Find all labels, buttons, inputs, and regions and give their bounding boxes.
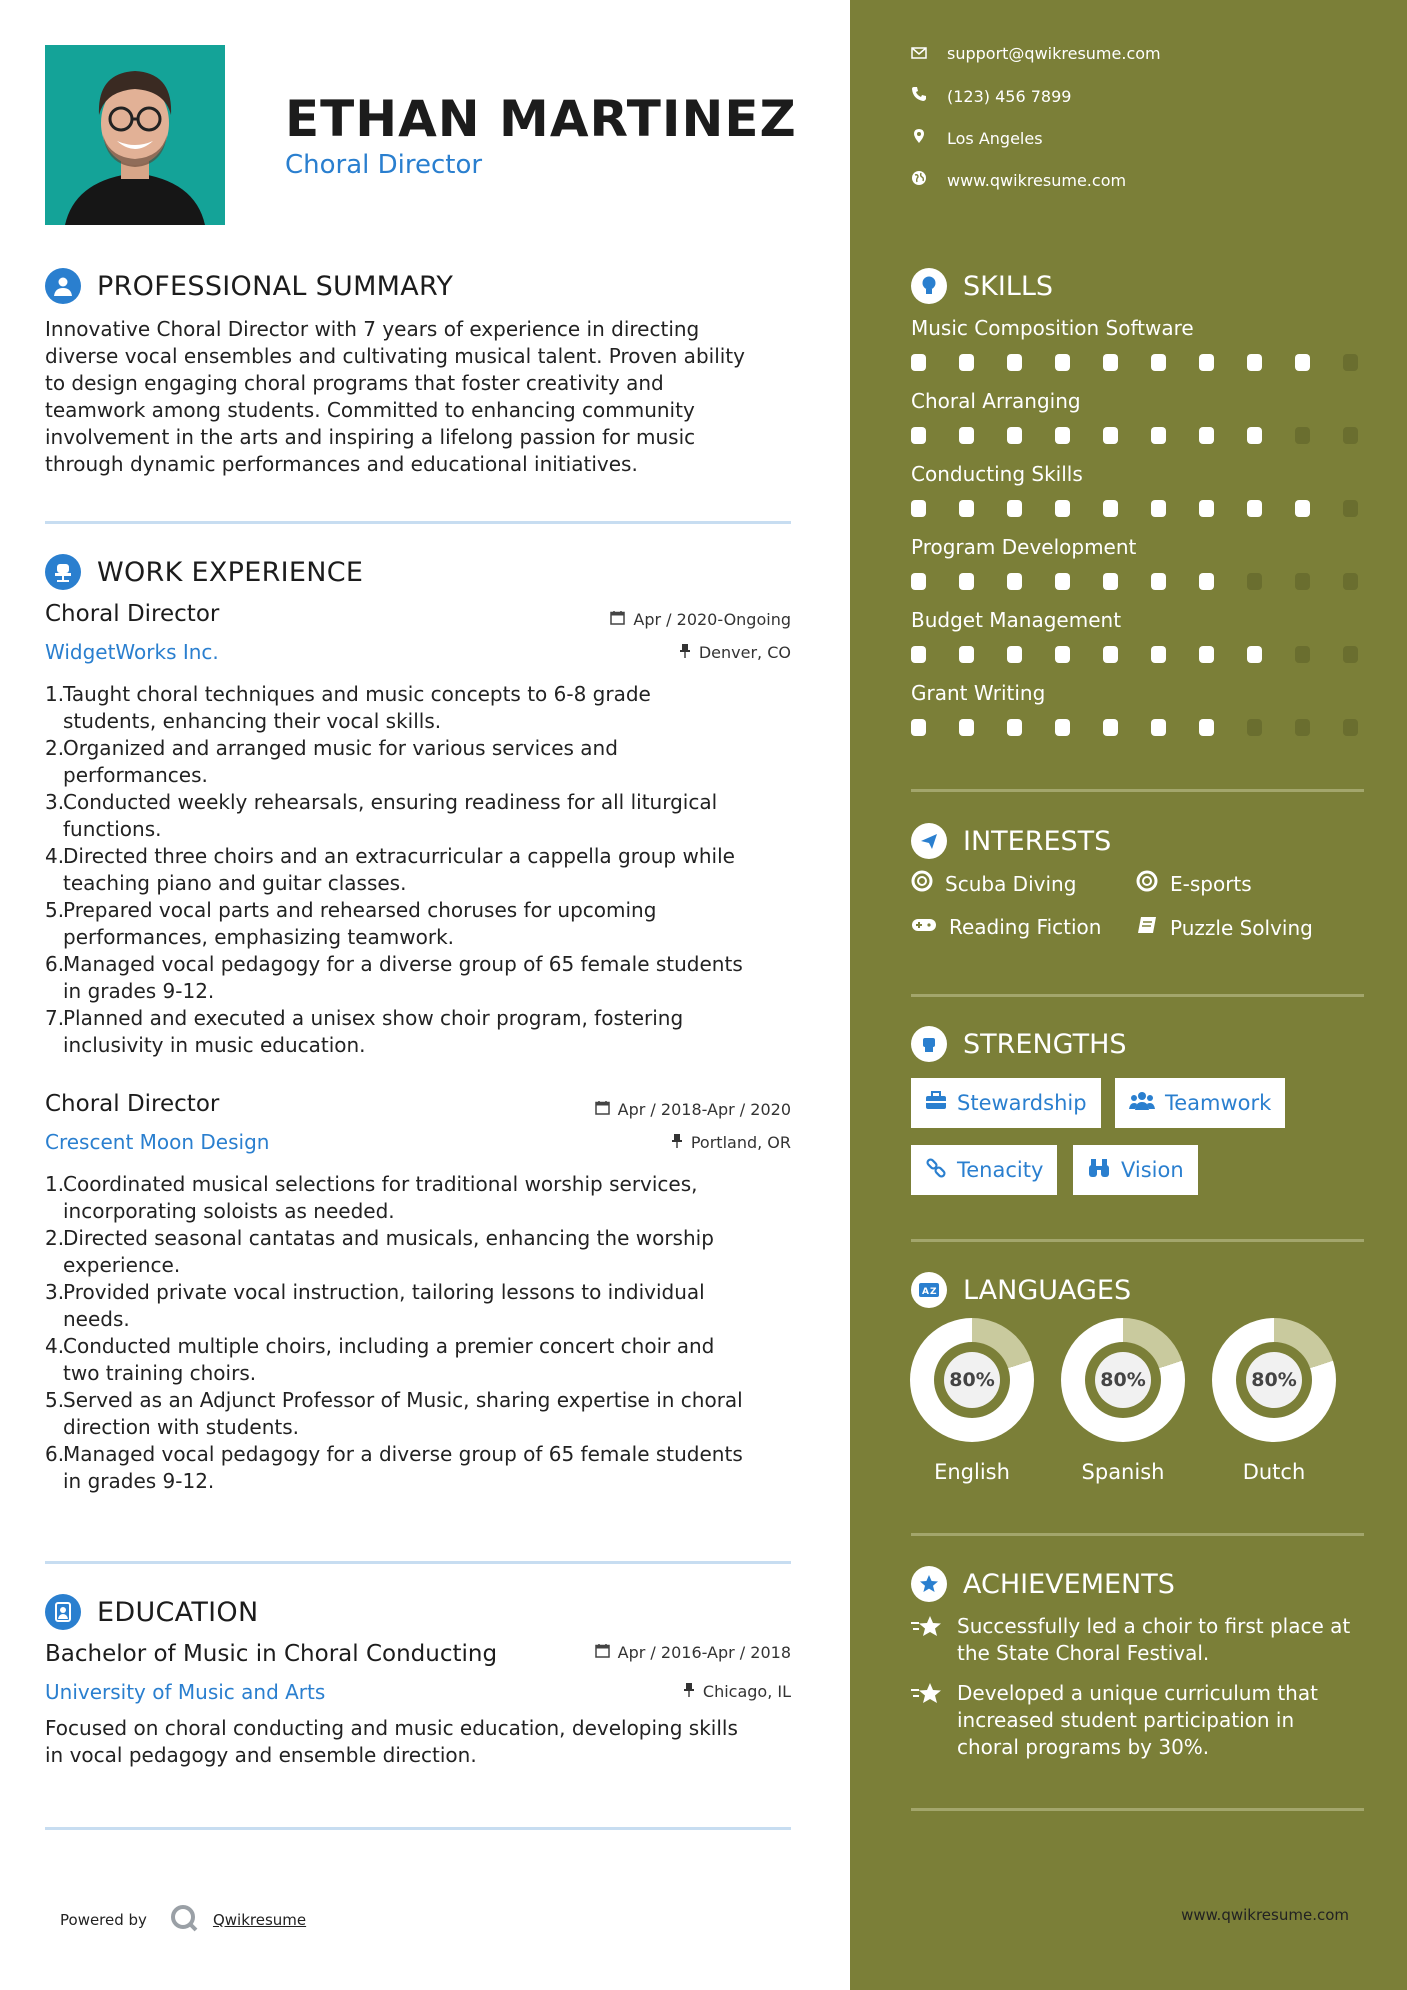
job-location [679,643,791,662]
calendar-icon [595,1643,610,1662]
item-line: Directed three choirs and an extracurricular a cappella group while [63,844,735,868]
skill-row [911,608,1361,681]
rating-dot-filled [1199,646,1214,663]
location-text: Los Angeles [947,128,1043,148]
rating-dot-filled [1247,427,1262,444]
rating-dot-filled [1103,719,1118,736]
contact-website [911,170,1126,190]
calendar-icon [595,1100,610,1119]
achievements-title: ACHIEVEMENTS [963,1568,1175,1600]
item-line: teaching piano and guitar classes. [63,871,407,895]
language-item [910,1318,1034,1484]
list-item [45,1279,815,1333]
item-line: Managed vocal pedagogy for a diverse group of 65 female students [63,952,743,976]
job-location [671,1133,791,1152]
progress-ring [1061,1318,1185,1442]
rating-dot-filled [1103,500,1118,517]
strength-badge [1073,1145,1198,1195]
education-dates-text: Apr / 2016-Apr / 2018 [617,1643,791,1662]
item-line: incorporating soloists as needed. [63,1199,395,1223]
job-dates-text: Apr / 2020-Ongoing [633,610,791,629]
language-percent: 80% [1095,1352,1151,1408]
work-title: WORK EXPERIENCE [97,556,364,588]
strength-label: Vision [1121,1158,1184,1182]
list-item [45,1441,815,1495]
achievement-line: Developed a unique curriculum that [957,1681,1318,1705]
rating-dot-empty [1295,719,1310,736]
interest-label: Scuba Diving [945,871,1077,896]
strength-badge [911,1145,1057,1195]
languages-heading [911,1272,1131,1308]
divider [911,994,1364,997]
list-item [45,1225,815,1279]
rating-dot-filled [1151,719,1166,736]
item-line: performances. [63,763,208,787]
phone-text: (123) 456 7899 [947,86,1072,106]
rating-dot-filled [1151,573,1166,590]
strengths-heading [911,1026,1127,1062]
rating-dot-filled [959,646,974,663]
star-badge-icon [911,1566,947,1602]
rating-dot-filled [1007,500,1022,517]
education-heading [45,1594,258,1630]
item-line: students, enhancing their vocal skills. [63,709,442,733]
job-duties [45,1171,815,1495]
achievement-item [911,1613,1371,1667]
star-icon [911,1615,943,1667]
language-icon [911,1272,947,1308]
rating-dot-filled [1007,354,1022,371]
contact-email [911,44,1161,63]
rating-dot-filled [911,354,926,371]
rating-dot-filled [1247,354,1262,371]
interest-item [1136,870,1252,897]
rating-dot-filled [1151,427,1166,444]
item-line: Taught choral techniques and music concepts to 6-8 grade [63,682,651,706]
item-line: inclusivity in music education. [63,1033,366,1057]
list-item [45,951,815,1005]
item-number: 4. [45,1334,65,1358]
briefcase-icon [925,1091,947,1116]
summary-line: teamwork among students. Committed to enhancing community [45,398,695,422]
achievement-line: the State Choral Festival. [957,1641,1210,1665]
job-company: WidgetWorks Inc. [45,640,219,664]
rating-dot-filled [1199,573,1214,590]
item-number: 3. [45,790,65,814]
skill-rating [911,354,1361,371]
work-heading [45,554,363,590]
achievement-line: choral programs by 30%. [957,1735,1210,1759]
list-item [45,681,815,735]
rating-dot-filled [1007,573,1022,590]
rating-dot-filled [1247,500,1262,517]
rating-dot-filled [1151,500,1166,517]
achievement-line: Successfully led a choir to first place at [957,1614,1351,1638]
interests-title: INTERESTS [963,825,1112,857]
rating-dot-empty [1343,500,1358,517]
skill-name: Music Composition Software [911,316,1194,340]
list-item [45,1005,815,1059]
item-line: Organized and arranged music for various services and [63,736,618,760]
svg-text:Z: Z [930,1287,937,1297]
divider [911,1239,1364,1242]
brand-link[interactable]: Qwikresume [212,1911,307,1929]
qwikresume-logo-icon [169,1903,199,1937]
pin-icon [683,1682,695,1701]
job-location-text: Denver, CO [698,643,791,662]
globe-icon [911,170,927,190]
item-number: 2. [45,1226,65,1250]
ring-inner [934,1342,1010,1418]
item-number: 6. [45,952,65,976]
rating-dot-filled [911,573,926,590]
summary-title: PROFESSIONAL SUMMARY [97,270,454,302]
item-number: 6. [45,1442,65,1466]
language-item [1061,1318,1185,1484]
rating-dot-empty [1295,427,1310,444]
ring-inner [1085,1342,1161,1418]
skill-rating [911,719,1361,736]
candidate-role: Choral Director [285,150,483,180]
rating-dot-filled [1007,646,1022,663]
interest-label: Puzzle Solving [1170,915,1313,940]
rating-dot-filled [1007,427,1022,444]
item-line: Prepared vocal parts and rehearsed choruses for upcoming [63,898,657,922]
phone-icon [911,86,927,106]
item-line: performances, emphasizing teamwork. [63,925,455,949]
list-item [45,1333,815,1387]
item-number: 5. [45,898,65,922]
divider [911,789,1364,792]
skill-row [911,316,1361,389]
rating-dot-filled [1295,500,1310,517]
pin-icon [679,643,691,662]
rating-dot-filled [1055,573,1070,590]
skill-rating [911,646,1361,663]
strength-badge [1115,1078,1285,1128]
skill-rating [911,573,1361,590]
life-ring-icon [1136,870,1158,897]
education-location-text: Chicago, IL [702,1682,791,1701]
item-number: 4. [45,844,65,868]
strengths-title: STRENGTHS [963,1028,1127,1060]
rating-dot-empty [1247,573,1262,590]
rating-dot-empty [1343,354,1358,371]
powered-by-text: Powered by [60,1911,147,1929]
rating-dot-filled [1055,500,1070,517]
item-line: Conducted multiple choirs, including a premier concert choir and [63,1334,715,1358]
summary-line: diverse vocal ensembles and cultivating musical talent. Proven ability [45,344,745,368]
item-line: in grades 9-12. [63,979,215,1003]
skill-name: Grant Writing [911,681,1046,705]
item-line: experience. [63,1253,181,1277]
rating-dot-filled [1151,354,1166,371]
job-dates [610,610,791,629]
list-item [45,1387,815,1441]
skill-row [911,535,1361,608]
education-location [683,1682,791,1701]
list-item [45,897,815,951]
interest-item [911,870,1076,897]
rating-dot-filled [1103,573,1118,590]
item-number: 1. [45,682,65,706]
candidate-name: ETHAN MARTINEZ [285,90,797,148]
education-line: Focused on choral conducting and music education, developing skills [45,1716,738,1740]
rating-dot-filled [911,500,926,517]
skill-rating [911,500,1361,517]
item-line: Coordinated musical selections for traditional worship services, [63,1172,698,1196]
graduate-icon [45,1594,81,1630]
skill-row [911,681,1361,754]
job-dates-text: Apr / 2018-Apr / 2020 [617,1100,791,1119]
rating-dot-filled [1199,354,1214,371]
list-item [45,735,815,789]
list-item [45,843,815,897]
svg-text:A: A [922,1287,929,1297]
fist-icon [911,1026,947,1062]
skills-heading [911,268,1053,304]
rating-dot-empty [1343,427,1358,444]
job-title: Choral Director [45,601,220,627]
gamepad-icon [911,915,937,939]
rating-dot-filled [959,573,974,590]
progress-ring [1212,1318,1336,1442]
strength-label: Teamwork [1165,1091,1272,1115]
item-line: functions. [63,817,162,841]
footer-website[interactable]: www.qwikresume.com [1181,1906,1349,1924]
user-icon [45,268,81,304]
item-number: 1. [45,1172,65,1196]
rating-dot-filled [1103,646,1118,663]
item-line: Directed seasonal cantatas and musicals, enhancing the worship [63,1226,714,1250]
item-number: 3. [45,1280,65,1304]
skill-row [911,462,1361,535]
sidebar [850,0,1407,1990]
lightbulb-icon [911,268,947,304]
job-title: Choral Director [45,1091,220,1117]
rating-dot-filled [1151,646,1166,663]
skill-name: Budget Management [911,608,1122,632]
star-icon [911,1682,943,1761]
paper-plane-icon [911,823,947,859]
rating-dot-filled [1247,646,1262,663]
strength-badge [911,1078,1101,1128]
rating-dot-filled [1007,719,1022,736]
divider [45,1827,791,1830]
rating-dot-filled [959,500,974,517]
list-item [45,1171,815,1225]
email-text[interactable]: support@qwikresume.com [947,44,1161,63]
rating-dot-filled [1295,354,1310,371]
interest-label: E-sports [1170,871,1252,896]
users-icon [1129,1091,1155,1116]
education-title: EDUCATION [97,1596,259,1628]
achievement-line: increased student participation in [957,1708,1295,1732]
education-dates [595,1643,791,1662]
contact-location [911,128,1043,148]
rating-dot-filled [1055,427,1070,444]
avatar [45,45,225,225]
item-number: 2. [45,736,65,760]
map-marker-icon [911,128,927,148]
rating-dot-filled [1103,427,1118,444]
skill-name: Program Development [911,535,1137,559]
language-percent: 80% [1246,1352,1302,1408]
item-number: 5. [45,1388,65,1412]
degree: Bachelor of Music in Choral Conducting [45,1641,498,1667]
item-line: Provided private vocal instruction, tailoring lessons to individual [63,1280,705,1304]
skills-list [911,316,1361,754]
achievement-item [911,1680,1371,1761]
rating-dot-filled [1199,500,1214,517]
divider [911,1808,1364,1811]
skill-name: Choral Arranging [911,389,1081,413]
interests-heading [911,823,1111,859]
language-name: English [934,1460,1010,1484]
language-item [1212,1318,1336,1484]
rating-dot-filled [911,427,926,444]
skill-row [911,389,1361,462]
divider [45,1561,791,1564]
job-dates [595,1100,791,1119]
pin-icon [671,1133,683,1152]
divider [45,521,791,524]
rating-dot-empty [1343,573,1358,590]
item-line: Managed vocal pedagogy for a diverse group of 65 female students [63,1442,743,1466]
interest-item [911,915,1101,939]
item-line: two training choirs. [63,1361,257,1385]
website-text[interactable]: www.qwikresume.com [947,170,1127,190]
person-photo [45,45,225,225]
contact-phone [911,86,1071,106]
achievements-heading [911,1566,1175,1602]
education-line: in vocal pedagogy and ensemble direction. [45,1743,477,1767]
life-ring-icon [911,870,933,897]
rating-dot-empty [1343,719,1358,736]
book-icon [1136,915,1158,940]
language-name: Spanish [1081,1460,1165,1484]
binoculars-icon [1087,1157,1111,1184]
summary-line: Innovative Choral Director with 7 years of experience in directing [45,317,700,341]
language-name: Dutch [1242,1460,1306,1484]
rating-dot-filled [1199,427,1214,444]
item-line: Conducted weekly rehearsals, ensuring readiness for all liturgical [63,790,718,814]
interest-item [1136,915,1313,940]
calendar-icon [610,610,625,629]
briefcase-chair-icon [45,554,81,590]
rating-dot-filled [959,427,974,444]
summary-line: involvement in the arts and inspiring a lifelong passion for music [45,425,696,449]
summary-heading [45,268,453,304]
interest-label: Reading Fiction [949,915,1102,939]
item-line: Served as an Adjunct Professor of Music, sharing expertise in choral [63,1388,743,1412]
ring-inner [1236,1342,1312,1418]
list-item [45,789,815,843]
skills-title: SKILLS [963,270,1054,302]
powered-by [60,1903,306,1937]
envelope-icon [911,44,927,63]
rating-dot-empty [1295,573,1310,590]
rating-dot-filled [911,646,926,663]
job-company: Crescent Moon Design [45,1130,270,1154]
languages-title: LANGUAGES [963,1274,1132,1306]
education-description [45,1715,815,1769]
job-location-text: Portland, OR [690,1133,791,1152]
strength-label: Stewardship [957,1091,1087,1115]
rating-dot-empty [1343,646,1358,663]
rating-dot-filled [959,354,974,371]
item-line: needs. [63,1307,130,1331]
item-line: in grades 9-12. [63,1469,215,1493]
rating-dot-filled [1055,354,1070,371]
item-line: Planned and executed a unisex show choir program, fostering [63,1006,684,1030]
rating-dot-filled [959,719,974,736]
rating-dot-filled [1055,719,1070,736]
language-percent: 80% [944,1352,1000,1408]
rating-dot-filled [1199,719,1214,736]
rating-dot-filled [1103,354,1118,371]
progress-ring [910,1318,1034,1442]
skill-rating [911,427,1361,444]
summary-line: through dynamic performances and educational initiatives. [45,452,638,476]
item-number: 7. [45,1006,65,1030]
school: University of Music and Arts [45,1680,326,1704]
item-line: direction with students. [63,1415,300,1439]
skill-name: Conducting Skills [911,462,1083,486]
divider [911,1533,1364,1536]
summary-text [45,316,805,478]
rating-dot-filled [911,719,926,736]
summary-line: to design engaging choral programs that foster creativity and [45,371,664,395]
strength-label: Tenacity [957,1158,1044,1182]
rating-dot-filled [1055,646,1070,663]
link-icon [925,1157,947,1184]
rating-dot-empty [1247,719,1262,736]
rating-dot-empty [1295,646,1310,663]
job-duties [45,681,815,1059]
